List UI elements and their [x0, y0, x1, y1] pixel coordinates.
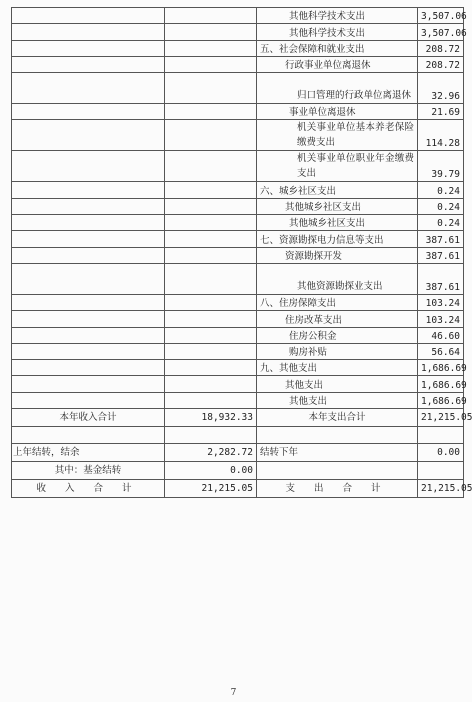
income-item-cell — [12, 104, 165, 120]
table-row — [12, 182, 464, 198]
expense-amount-cell: 32.96 — [418, 73, 464, 104]
carry-next-label: 结转下年 — [257, 444, 418, 462]
expense-amount-cell: 114.28 — [418, 120, 464, 151]
expense-item-cell: 五、社会保障和就业支出 — [257, 40, 418, 56]
income-amount-cell — [165, 392, 257, 408]
income-item-cell — [12, 120, 165, 151]
expense-amount-cell: 3,507.06 — [418, 24, 464, 40]
expense-item-cell: 其他支出 — [257, 392, 418, 408]
expense-item-cell: 八、住房保障支出 — [257, 294, 418, 310]
income-amount-cell — [165, 247, 257, 263]
income-item-cell — [12, 263, 165, 294]
income-item-cell — [12, 311, 165, 327]
summary-row — [12, 444, 464, 462]
income-amount-cell — [165, 294, 257, 310]
expense-amount-cell: 56.64 — [418, 343, 464, 359]
income-item-cell — [12, 198, 165, 214]
expense-item-cell: 其他城乡社区支出 — [257, 198, 418, 214]
income-amount-cell — [165, 376, 257, 392]
expense-amount-cell: 3,507.06 — [418, 8, 464, 24]
expense-item-cell: 机关事业单位职业年金缴费支出 — [257, 151, 418, 182]
table-body — [12, 8, 472, 498]
expense-amount-cell: 39.79 — [418, 151, 464, 182]
grand-expense-value: 21,215.05 — [418, 480, 464, 498]
table-row — [12, 263, 464, 294]
income-item-cell — [12, 215, 165, 231]
expense-amount-cell: 46.60 — [418, 327, 464, 343]
expense-total-label: 本年支出合计 — [257, 409, 418, 427]
table-row — [12, 151, 464, 182]
expense-item-cell: 住房改革支出 — [257, 311, 418, 327]
blank-cell — [418, 462, 464, 480]
expense-amount-cell: 1,686.69 — [418, 360, 464, 376]
expense-amount-cell: 0.24 — [418, 215, 464, 231]
income-item-cell — [12, 56, 165, 72]
expense-item-cell: 其他资源勘探业支出 — [257, 263, 418, 294]
income-amount-cell — [165, 231, 257, 247]
income-item-cell — [12, 151, 165, 182]
expense-item-cell: 归口管理的行政单位离退休 — [257, 73, 418, 104]
expense-amount-cell: 387.61 — [418, 247, 464, 263]
blank-cell — [12, 427, 165, 444]
table-row — [12, 198, 464, 214]
income-item-cell — [12, 8, 165, 24]
income-item-cell — [12, 40, 165, 56]
table-row — [12, 343, 464, 359]
income-amount-cell — [165, 327, 257, 343]
expense-item-cell: 购房补贴 — [257, 343, 418, 359]
grand-income-value: 21,215.05 — [165, 480, 257, 498]
table-row — [12, 392, 464, 408]
income-amount-cell — [165, 73, 257, 104]
table-row — [12, 231, 464, 247]
income-amount-cell — [165, 360, 257, 376]
expense-item-cell: 其他城乡社区支出 — [257, 215, 418, 231]
budget-table — [11, 7, 472, 498]
income-amount-cell — [165, 151, 257, 182]
expense-amount-cell: 208.72 — [418, 40, 464, 56]
income-amount-cell — [165, 24, 257, 40]
table-row — [12, 311, 464, 327]
expense-amount-cell: 387.61 — [418, 231, 464, 247]
blank-cell — [418, 427, 464, 444]
income-item-cell — [12, 294, 165, 310]
table-row — [12, 104, 464, 120]
income-amount-cell — [165, 182, 257, 198]
carryover-label: 上年结转，结余 — [12, 444, 165, 462]
fund-carryover-value: 0.00 — [165, 462, 257, 480]
income-amount-cell — [165, 198, 257, 214]
income-total-label: 本年收入合计 — [12, 409, 165, 427]
expense-amount-cell: 387.61 — [418, 263, 464, 294]
income-amount-cell — [165, 40, 257, 56]
expense-item-cell: 事业单位离退休 — [257, 104, 418, 120]
table-row — [12, 294, 464, 310]
table-row — [12, 8, 464, 24]
expense-item-cell: 其他科学技术支出 — [257, 8, 418, 24]
summary-row — [12, 480, 464, 498]
expense-item-cell: 六、城乡社区支出 — [257, 182, 418, 198]
income-amount-cell — [165, 104, 257, 120]
expense-amount-cell: 0.24 — [418, 198, 464, 214]
expense-item-cell: 资源勘探开发 — [257, 247, 418, 263]
blank-cell — [257, 427, 418, 444]
income-item-cell — [12, 231, 165, 247]
expense-amount-cell: 103.24 — [418, 311, 464, 327]
income-amount-cell — [165, 8, 257, 24]
grand-expense-label: 支 出 合 计 — [257, 480, 418, 498]
carryover-value: 2,282.72 — [165, 444, 257, 462]
fund-carryover-label: 其中：基金结转 — [12, 462, 165, 480]
summary-row — [12, 462, 464, 480]
expense-amount-cell: 1,686.69 — [418, 376, 464, 392]
table-row — [12, 247, 464, 263]
income-item-cell — [12, 24, 165, 40]
expense-item-cell: 九、其他支出 — [257, 360, 418, 376]
income-item-cell — [12, 360, 165, 376]
income-amount-cell — [165, 343, 257, 359]
expense-item-cell: 行政事业单位离退休 — [257, 56, 418, 72]
summary-row — [12, 427, 464, 444]
income-amount-cell — [165, 311, 257, 327]
income-item-cell — [12, 376, 165, 392]
table-row — [12, 120, 464, 151]
expense-amount-cell: 103.24 — [418, 294, 464, 310]
expense-item-cell: 七、资源勘探电力信息等支出 — [257, 231, 418, 247]
income-item-cell — [12, 343, 165, 359]
expense-item-cell: 其他科学技术支出 — [257, 24, 418, 40]
table-row — [12, 24, 464, 40]
income-item-cell — [12, 247, 165, 263]
grand-income-label: 收 入 合 计 — [12, 480, 165, 498]
income-item-cell — [12, 73, 165, 104]
table-row — [12, 215, 464, 231]
income-amount-cell — [165, 120, 257, 151]
carry-next-value: 0.00 — [418, 444, 464, 462]
expense-amount-cell: 208.72 — [418, 56, 464, 72]
income-item-cell — [12, 182, 165, 198]
expense-total-value: 21,215.05 — [418, 409, 464, 427]
table-row — [12, 376, 464, 392]
expense-item-cell: 机关事业单位基本养老保险缴费支出 — [257, 120, 418, 151]
income-item-cell — [12, 327, 165, 343]
expense-item-cell: 其他支出 — [257, 376, 418, 392]
income-amount-cell — [165, 56, 257, 72]
expense-item-cell: 住房公积金 — [257, 327, 418, 343]
table-row — [12, 40, 464, 56]
blank-cell — [165, 427, 257, 444]
expense-amount-cell: 1,686.69 — [418, 392, 464, 408]
page-number: 7 — [230, 688, 237, 698]
expense-amount-cell: 21.69 — [418, 104, 464, 120]
income-item-cell — [12, 392, 165, 408]
summary-row — [12, 409, 464, 427]
table-row — [12, 360, 464, 376]
income-amount-cell — [165, 263, 257, 294]
table-row — [12, 73, 464, 104]
income-total-value: 18,932.33 — [165, 409, 257, 427]
expense-amount-cell: 0.24 — [418, 182, 464, 198]
table-row — [12, 56, 464, 72]
income-amount-cell — [165, 215, 257, 231]
table-row — [12, 327, 464, 343]
blank-cell — [257, 462, 418, 480]
